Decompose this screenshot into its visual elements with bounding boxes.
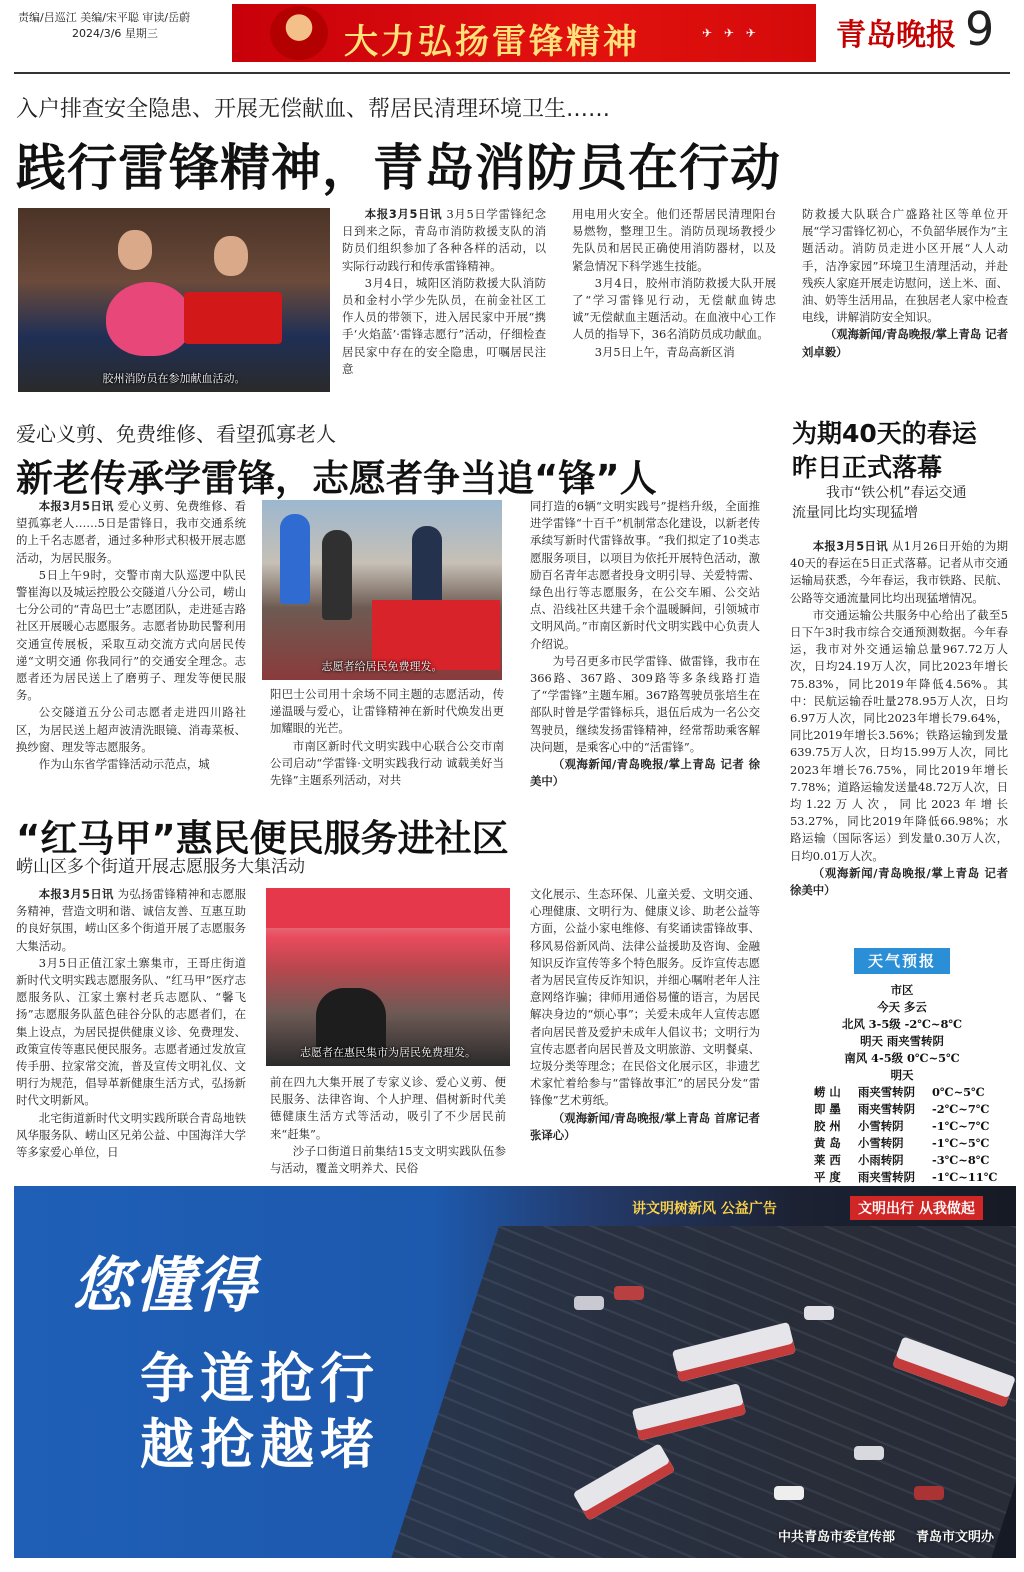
paragraph: 北宅街道新时代文明实践所联合青岛地铁风华服务队、崂山区兄弟公益、中国海洋大学等多家爱心单位，日 [16, 1110, 246, 1160]
car-icon [804, 1306, 834, 1320]
ad-publisher: 讲文明树新风 公益广告 [632, 1201, 777, 1217]
temperature: -2℃~7℃ [932, 1102, 990, 1116]
weather-districts-header: 明天 [890, 1068, 914, 1082]
byline: （观海新闻/青岛晚报/掌上青岛 首席记者 张译心） [530, 1110, 760, 1142]
ad-slogan-line2: 越抢越堵 [140, 1412, 380, 1476]
paragraph: 用电用火安全。他们还帮居民清理阳台易燃物，整理卫生。消防员现场教授少先队员和居民正确使用消防器材，以及紧急情况下科学逃生技能。 [572, 207, 776, 273]
article1-photo [18, 208, 330, 392]
byline: （观海新闻/青岛晚报/掌上青岛 记者 徐美中） [790, 865, 1008, 898]
ad-slogan-line1: 争道抢行 [140, 1346, 380, 1410]
photo-figure [280, 514, 310, 604]
dateline: 本报3月5日讯 [364, 207, 443, 221]
weather-row [814, 1169, 1014, 1185]
weather-city: 市区 [890, 983, 914, 997]
page-number: 9 [965, 2, 995, 56]
paper-logo: 青岛晚报 [836, 18, 956, 53]
paragraph: 为弘扬雷锋精神和志愿服务精神，营造文明和谐、诚信友善、互惠互助的良好氛围，崂山区多个街道开展了志愿服务大集活动。 [16, 887, 246, 953]
article2-kicker: 爱心义剪、免费维修、看望孤寡老人 [16, 422, 336, 446]
article4-subhead-line2: 流量同比均实现猛增 [792, 505, 918, 521]
paragraph: 3月5日学雷锋纪念日到来之际，青岛市消防救援支队的消防员们组织参加了各种各样的活动，以实际行动践行和传承雷锋精神。 [342, 207, 546, 273]
byline: （观海新闻/青岛晚报/掌上青岛 记者 徐美中） [530, 757, 760, 789]
byline: （观海新闻/青岛晚报/掌上青岛 记者 刘卓毅） [802, 327, 1008, 359]
paragraph: 前在四九大集开展了专家义诊、爱心义剪、便民服务、法律咨询、个人护理、倡树新时代美德健康生活方式等活动，吸引了不少居民前来“赶集”。 [270, 1075, 506, 1141]
article2-photo [262, 500, 502, 680]
article3-headline: “红马甲”惠民便民服务进社区 [16, 817, 509, 860]
photo-caption: 志愿者给居民免费理发。 [321, 660, 443, 673]
article2-column-1 [16, 498, 246, 794]
ad-tagline: 文明出行 从我做起 [850, 1196, 983, 1220]
weather-row [814, 1084, 1014, 1100]
article4-headline-line2: 昨日正式落幕 [792, 453, 943, 482]
article1-column-2 [572, 206, 776, 394]
weather-desc: 小雨转阴 [858, 1153, 904, 1167]
dateline: 本报3月5日讯 [38, 499, 114, 513]
article2-column-2 [270, 686, 504, 794]
photo-figure [322, 530, 352, 620]
paragraph: 作为山东省学雷锋活动示范点，城 [38, 757, 210, 772]
paragraph: 5日上午9时，交警市南大队巡逻中队民警崔海以及城运控股公交隧道八分公司，崂山七分公司的“青岛巴士”志愿团队，走进延吉路社区开展暖心志愿服务。志愿者协助民警利用交通宣传展板，采取互动交流方式向居民传递“文明交通 你我同行”的交通安全理念。志愿者还为居民送上了磨剪子、理发等便民服务。 [16, 567, 246, 703]
dateline: 本报3月5日讯 [38, 887, 114, 901]
weather-row [814, 1118, 1014, 1134]
editor-credits [18, 10, 190, 42]
lei-feng-portrait-icon [270, 6, 328, 60]
article4-headline-line1: 为期40天的春运 [792, 419, 977, 448]
temperature: -1℃~11℃ [932, 1170, 998, 1184]
photo-figure [118, 230, 152, 270]
weather-desc: 雨夹雪转阴 [858, 1085, 915, 1099]
tent-canopy [266, 888, 510, 928]
divider [14, 72, 1010, 74]
weather-row [814, 1101, 1014, 1117]
district-name: 莱 西 [814, 1153, 841, 1167]
article3-column-1 [16, 886, 246, 1180]
article2-column-3 [530, 498, 760, 794]
article4-body [790, 538, 1008, 938]
paragraph: 防救援大队联合广盛路社区等单位开展“学习雷锋忆初心，不负韶华展作为”主题活动。消防员走进小区开展“人人动手，洁净家园”环境卫生清理活动，并赴残疾人家庭开展走访慰问，送上米、面、油、奶等生活用品，在独居老人家中检查电线，讲解消防安全知识。 [802, 207, 1008, 325]
paragraph: 沙子口街道日前集结15支文明实践队伍参与活动，覆盖文明养犬、民俗 [270, 1143, 506, 1176]
article1-column-3 [802, 206, 1008, 398]
temperature: 0℃~5℃ [932, 1085, 985, 1099]
theme-banner [232, 4, 816, 62]
district-name: 胶 州 [814, 1119, 841, 1133]
temperature: -1℃~7℃ [932, 1119, 990, 1133]
heart-sign-icon [106, 282, 192, 356]
public-service-ad [14, 1186, 1016, 1558]
birds-icon: ✈ ✈ ✈ [702, 26, 760, 40]
photo-caption: 志愿者在惠民集市为居民免费理发。 [300, 1046, 476, 1059]
masthead [0, 0, 1024, 72]
article4-subhead-line1: 我市“铁公机”春运交通 [826, 485, 967, 501]
ad-sponsor: 青岛市文明办 [916, 1530, 995, 1545]
weather-row [814, 1152, 1014, 1168]
car-icon [914, 1486, 944, 1500]
paragraph: 3月5日正值江家土寨集市，王哥庄街道新时代文明实践志愿服务队、“红马甲”医疗志愿服务队、江家土寨村老兵志愿队、“馨飞扬”志愿服务队蓝色硅谷分队的志愿者们，在集上设点，为居民提供健康义诊、免费理发、政策宣传等惠民便民服务。志愿者通过发放宣传手册、拉家常交流，普及宣传文明礼仪、文明行为规范，倡导革新健康生活方式，弘扬新时代文明新风。 [16, 955, 246, 1108]
weather-tomorrow: 明天 雨夹雪转阴 [860, 1034, 944, 1048]
district-name: 即 墨 [814, 1102, 841, 1116]
article1-kicker: 入户排查安全隐患、开展无偿献血、帮居民清理环境卫生…… [16, 97, 611, 122]
temperature: -1℃~5℃ [932, 1136, 990, 1150]
weather-row [814, 1135, 1014, 1151]
photo-caption: 胶州消防员在参加献血活动。 [102, 372, 246, 385]
banner-title: 大力弘扬雷锋精神 [344, 22, 640, 62]
photo-figure [214, 236, 248, 276]
editor-names: 责编/吕巡江 美编/宋平聪 审读/岳蔚 [18, 11, 191, 24]
article3-column-3 [530, 886, 760, 1180]
paragraph: 市交通运输公共服务中心给出了截至5日下午3时我市综合交通预测数据。今年春运，我市对外交通运输总量967.72万人次，日均24.19万人次，同比2023年增长75.83%，同比2019年降低4.56%。其中：民航运输吞吐量278.95万人次，日均6.97万人次，同比2023年增长79.64%，同比2019年增长3.56%；铁路运输到发量639.75万人次，日均15.99万人次，同比2023年增长76.75%，同比2019年增长7.78%；道路运输发送量48.72万人次，日均1.22万人次，同比2023年增长53.27%，同比2019年降低66.98%；水路运输（国际客运）到发量0.30万人次，日均0.01万人次。 [790, 607, 1008, 863]
paragraph: 同打造的6辆“文明实践号”提档升级，全面推进学雷锋“十百千”机制常态化建设，以新老传承续写新时代雷锋故事。“我们拟定了10类志愿服务项目，以项目为依托开展特色活动，激励百名青年志愿者投身文明引导、关爱特需、绿色出行等志愿服务，在公交车厢、公交站点、沿线社区共建千余个温暖瞬间，引领城市文明风尚。”市南区新时代文明实践中心负责人介绍说。 [530, 499, 760, 651]
dateline: 本报3月5日讯 [812, 539, 889, 553]
ad-sponsor: 中共青岛市委宣传部 [778, 1530, 896, 1545]
weather-today: 今天 多云 [877, 1000, 927, 1014]
weather-desc: 小雪转阴 [858, 1136, 904, 1150]
weather-desc: 小雪转阴 [858, 1119, 904, 1133]
flag-sign-icon [184, 292, 282, 344]
weather-today-detail: 北风 3-5级 -2℃~8℃ [841, 1017, 963, 1031]
weather-forecast [792, 944, 1012, 1184]
paragraph: 阳巴士公司用十余场不同主题的志愿活动，传递温暖与爱心，让雷锋精神在新时代焕发出更加耀眼的光芒。 [270, 687, 504, 736]
district-name: 崂 山 [814, 1085, 841, 1099]
car-icon [614, 1286, 644, 1300]
paragraph: 从1月26日开始的为期40天的春运在5日正式落幕。记者从市交通运输局获悉，今年春运，我市铁路、民航、公路等交通流量同比均出现猛增情况。 [790, 539, 1008, 605]
car-icon [574, 1296, 604, 1310]
weather-title: 天气预报 [854, 948, 950, 974]
paragraph: 3月5日上午，青岛高新区消 [594, 344, 735, 359]
district-name: 平 度 [814, 1170, 841, 1184]
article2-headline: 新老传承学雷锋，志愿者争当追“锋”人 [16, 457, 657, 500]
temperature: -3℃~8℃ [932, 1153, 990, 1167]
article3-subhead: 崂山区多个街道开展志愿服务大集活动 [16, 857, 305, 877]
paragraph: 爱心义剪、免费维修、看望孤寡老人……5日是雷锋日，我市交通系统的上千名志愿者，通过多种形式积极开展志愿活动，为居民服务。 [16, 499, 246, 565]
issue-date: 2024/3/6 星期三 [72, 27, 158, 40]
district-name: 黄 岛 [814, 1136, 841, 1150]
article3-column-2 [270, 1074, 506, 1180]
paragraph: 文化展示、生态环保、儿童关爱、文明交通、心理健康、文明行为、健康义诊、助老公益等方面，公益小家电维修、有奖诵读雷锋故事、移风易俗新风尚、法律公益援助及咨询、金融知识反诈宣传等多个特色服务。反诈宣传志愿者为居民宣传反诈知识，并细心嘱咐老年人注意网络诈骗；律师用通俗易懂的语言，为居民解决身边的“烦心事”；关爱未成年人宣传志愿者向居民普及爱护未成年人倡议书；文明行为宣传志愿者向居民普及文明旅游、文明餐桌、垃圾分类等理念；在民俗文化展示区，非遗艺术家忙着给参与“雷锋故事汇”的居民分发“雷锋像”艺术剪纸。 [530, 887, 760, 1108]
paragraph: 3月4日，城阳区消防救援大队消防员和金村小学少先队员，在前金社区工作人员的带领下，进入居民家中开展“携手‘火焰蓝’·雷锋志愿行”活动，仔细检查居民家中存在的安全隐患，叮嘱居民注意 [342, 275, 546, 376]
paragraph: 3月4日，胶州市消防救援大队开展了“学习雷锋见行动，无偿献血铸忠诚”无偿献血主题活动。在血液中心工作人员的指导下，36名消防员成功献血。 [572, 275, 776, 342]
paragraph: 市南区新时代文明实践中心联合公交市南公司启动“学雷锋·文明实践我行动 诚载美好当先锋”主题系列活动，对共 [270, 738, 504, 788]
article1-headline: 践行雷锋精神，青岛消防员在行动 [16, 139, 781, 197]
article3-photo [266, 888, 510, 1066]
article1-column-1 [342, 206, 546, 394]
car-icon [854, 1446, 884, 1460]
weather-desc: 雨夹雪转阴 [858, 1170, 915, 1184]
weather-tomorrow-detail: 南风 4-5级 0℃~5℃ [844, 1051, 960, 1065]
weather-desc: 雨夹雪转阴 [858, 1102, 915, 1116]
ad-script-title: 您懂得 [72, 1251, 258, 1321]
paragraph: 为号召更多市民学雷锋、做雷锋，我市在366路、367路、309路等多条线路打造了“学雷锋”主题车厢。367路驾驶员张培生在部队时曾是学雷锋标兵，退伍后成为一名公交驾驶员，继续发扬雷锋精神，经常帮助乘客解决问题，是乘客心中的“活雷锋”。 [530, 653, 760, 754]
car-icon [774, 1486, 804, 1500]
paragraph: 公交隧道五分公司志愿者走进四川路社区，为居民送上超声波清洗眼镜、消毒菜板、换纱窗、理发等志愿服务。 [16, 705, 246, 754]
